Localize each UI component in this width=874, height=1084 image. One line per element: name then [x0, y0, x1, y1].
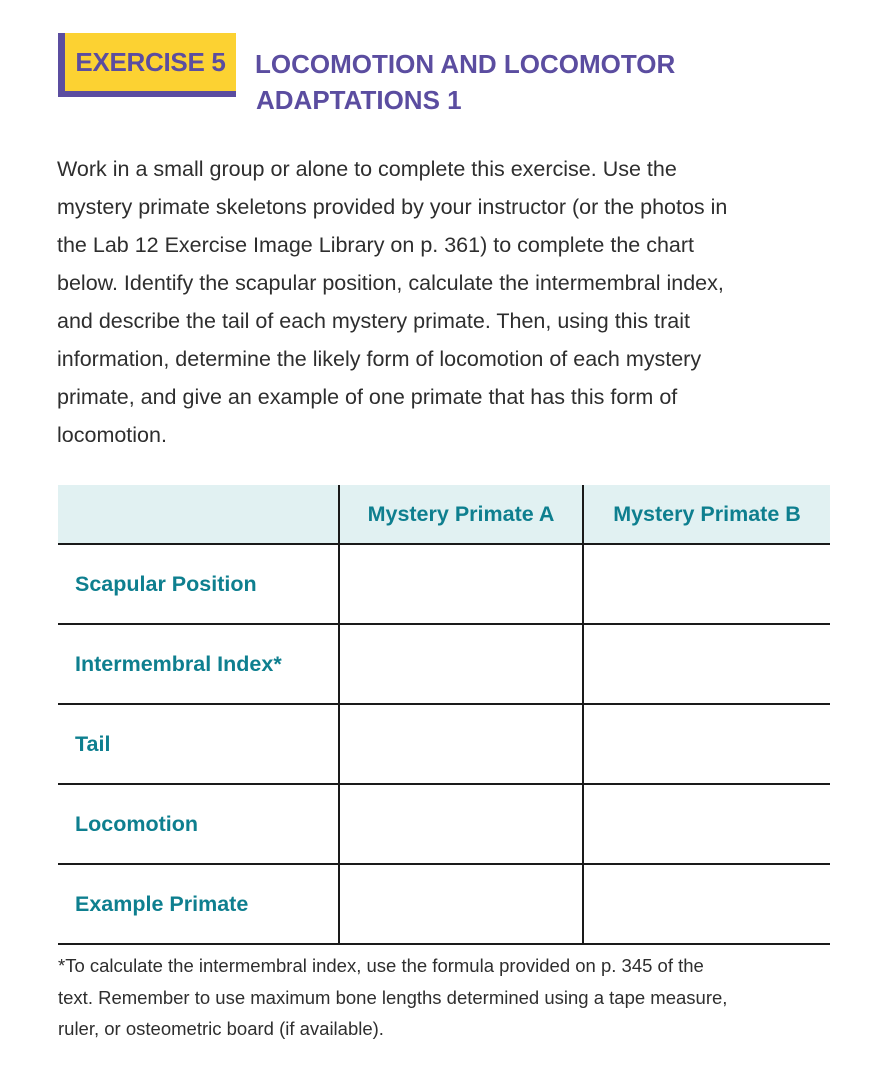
exercise-title-line-2: ADAPTATIONS 1	[256, 85, 462, 115]
table-row	[58, 624, 830, 704]
column-header-primate-b: Mystery Primate B	[583, 485, 830, 544]
instructions-line: mystery primate skeletons provided by your instructor (or the photos in	[57, 195, 728, 219]
exercise-title	[255, 46, 815, 118]
exercise-label: EXERCISE 5	[75, 46, 226, 77]
answer-cell-primate-b[interactable]	[583, 704, 830, 784]
instructions-line: primate, and give an example of one primate that has this form of	[57, 385, 678, 409]
table-row	[58, 784, 830, 864]
footnote-line: ruler, or osteometric board (if available).	[58, 1018, 384, 1039]
row-label-intermembral-index: Intermembral Index*	[58, 624, 339, 704]
table-row	[58, 864, 830, 944]
chart-header-row	[58, 485, 830, 544]
instructions-line: locomotion.	[57, 423, 167, 447]
answer-cell-primate-a[interactable]	[339, 864, 583, 944]
row-label-locomotion: Locomotion	[58, 784, 339, 864]
column-header-primate-a: Mystery Primate A	[339, 485, 583, 544]
instructions-line: the Lab 12 Exercise Image Library on p. 361) to complete the chart	[57, 233, 695, 257]
row-label-example-primate: Example Primate	[58, 864, 339, 944]
row-label-scapular-position: Scapular Position	[58, 544, 339, 624]
instructions-line: and describe the tail of each mystery primate. Then, using this trait	[57, 309, 690, 333]
instructions-paragraph	[57, 150, 832, 454]
answer-cell-primate-b[interactable]	[583, 864, 830, 944]
answer-cell-primate-a[interactable]	[339, 704, 583, 784]
exercise-badge	[58, 33, 236, 97]
answer-cell-primate-b[interactable]	[583, 784, 830, 864]
table-row	[58, 704, 830, 784]
chart-corner-cell	[58, 485, 339, 544]
answer-cell-primate-a[interactable]	[339, 784, 583, 864]
exercise-badge-label-box	[65, 33, 236, 91]
answer-cell-primate-b[interactable]	[583, 544, 830, 624]
answer-cell-primate-a[interactable]	[339, 624, 583, 704]
instructions-line: below. Identify the scapular position, calculate the intermembral index,	[57, 271, 724, 295]
answer-cell-primate-b[interactable]	[583, 624, 830, 704]
instructions-line: information, determine the likely form of locomotion of each mystery	[57, 347, 702, 371]
answer-cell-primate-a[interactable]	[339, 544, 583, 624]
row-label-tail: Tail	[58, 704, 339, 784]
footnote-line: text. Remember to use maximum bone lengths determined using a tape measure,	[58, 986, 728, 1008]
table-row	[58, 544, 830, 624]
exercise-title-line-1: LOCOMOTION AND LOCOMOTOR	[255, 49, 676, 79]
instructions-line: Work in a small group or alone to complete this exercise. Use the	[57, 157, 677, 181]
locomotion-chart	[58, 485, 830, 945]
footnote-line: *To calculate the intermembral index, use the formula provided on p. 345 of the	[58, 955, 704, 976]
intermembral-index-footnote	[58, 950, 838, 1045]
